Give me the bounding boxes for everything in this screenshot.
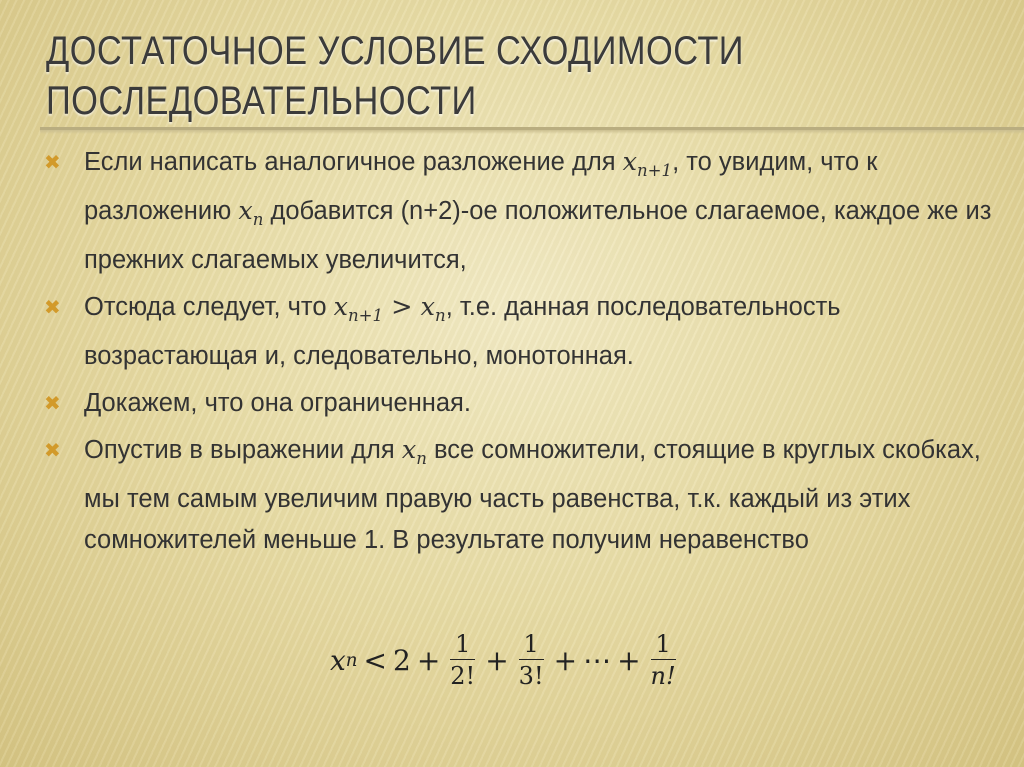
bullet-item-4 bbox=[44, 430, 994, 561]
formula-plus: + bbox=[416, 643, 441, 677]
title-divider-shadow bbox=[40, 130, 1024, 134]
fraction-3: $\frac{1}{n!}$ bbox=[650, 629, 676, 690]
x-mark-bullet-icon: ✖ bbox=[44, 295, 61, 320]
bullet-item-2 bbox=[44, 287, 994, 377]
bullet-text-2: Отсюда следует, что $x_{n+1} > x_n$, т.е. данная последовательность возрастающая и, следовательно, монотонная. bbox=[84, 292, 841, 371]
bullet-item-1 bbox=[44, 142, 994, 281]
x-mark-bullet-icon: ✖ bbox=[44, 391, 61, 416]
bullet-text-1: Если написать аналогичное разложение для $x_{n+1}$, то увидим, что к разложению $x_n$ добавится (n+2)-ое положительное слагаемое, каждое же из прежних слагаемых увеличится, bbox=[84, 147, 992, 275]
bullet-text-3: Докажем, что она ограниченная. bbox=[84, 389, 471, 418]
formula-lhs: x bbox=[330, 643, 346, 677]
bullet-text-4: Опустив в выражении для $x_n$ все сомножители, стоящие в круглых скобках, мы тем самым увеличим правую часть равенства, т.к. каждый из этих сомножителей меньше 1. В результате получим неравенство bbox=[84, 435, 981, 555]
x-mark-bullet-icon: ✖ bbox=[44, 150, 61, 174]
title-line-1: ДОСТАТОЧНОЕ УСЛОВИЕ СХОДИМОСТИ bbox=[46, 29, 744, 73]
inequality-formula bbox=[330, 620, 680, 700]
fraction-2: $\frac{1}{3!}$ bbox=[518, 629, 544, 690]
formula-two: 2 bbox=[392, 643, 411, 677]
formula-plus: + bbox=[553, 643, 578, 677]
title-line-2: ПОСЛЕДОВАТЕЛЬНОСТИ bbox=[46, 79, 477, 123]
formula-lhs-sub: n bbox=[345, 649, 358, 671]
formula-dots: ⋯ bbox=[583, 643, 612, 677]
bullet-item-3 bbox=[44, 383, 994, 424]
formula-plus: + bbox=[617, 643, 641, 677]
x-mark-bullet-icon: ✖ bbox=[44, 438, 61, 463]
bullet-list bbox=[44, 142, 994, 567]
slide-title bbox=[46, 26, 854, 126]
fraction-1: $\frac{1}{2!}$ bbox=[450, 629, 476, 690]
formula-plus: + bbox=[485, 643, 509, 677]
formula-lt: < bbox=[363, 643, 387, 677]
